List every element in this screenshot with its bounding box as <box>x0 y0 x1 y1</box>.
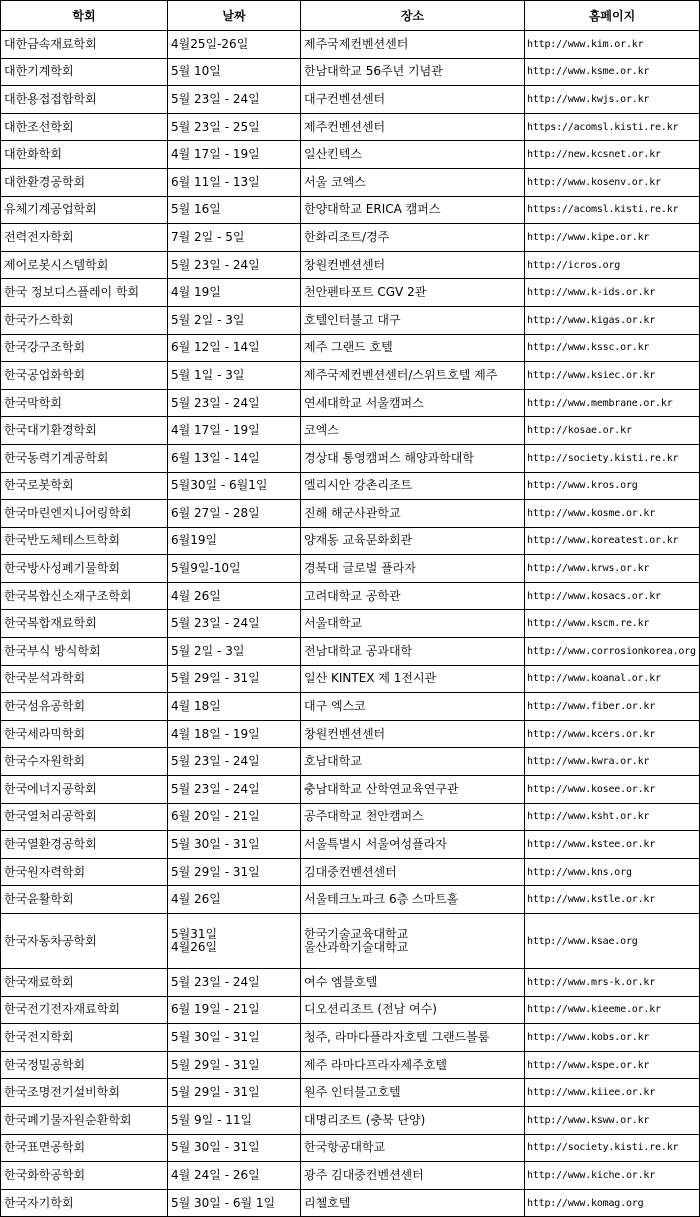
table-row <box>1 141 700 169</box>
venue-cell: 대명리조트 (충북 단양) <box>304 1112 426 1127</box>
table-row <box>1 306 700 334</box>
date-cell: 5월 29일 - 31일 <box>171 1057 260 1072</box>
date-cell: 5월 23일 - 24일 <box>171 754 260 769</box>
date-cell: 6월 12일 - 14일 <box>171 340 260 355</box>
homepage-link[interactable]: http://www.kwjs.or.kr <box>527 93 650 105</box>
society-cell: 한국표면공학회 <box>4 1140 86 1155</box>
homepage-link[interactable]: http://society.kisti.re.kr <box>527 1142 679 1154</box>
society-cell: 한국수자원학회 <box>4 754 86 769</box>
venue-cell: 제주 라마다프라자제주호텔 <box>304 1057 447 1072</box>
date-cell: 7월 2일 - 5일 <box>171 229 245 244</box>
table-row <box>1 665 700 693</box>
date-cell: 6월 19일 - 21일 <box>171 1002 260 1017</box>
table-row <box>1 914 700 969</box>
homepage-link[interactable]: http://www.kros.org <box>527 480 638 492</box>
homepage-link[interactable]: http://www.kieeme.or.kr <box>527 1004 661 1016</box>
table-row <box>1 1079 700 1107</box>
table-row <box>1 500 700 528</box>
date-cell: 6월 27일 - 28일 <box>171 505 260 520</box>
venue-cell: 창원컨벤션센터 <box>304 726 386 741</box>
table-row <box>1 1051 700 1079</box>
venue-cell: 김대중컨벤션센터 <box>304 864 397 879</box>
table-row <box>1 389 700 417</box>
venue-cell: 경북대 글로벌 플라자 <box>304 561 416 576</box>
table-row <box>1 610 700 638</box>
homepage-link[interactable]: http://www.ksww.or.kr <box>527 1114 650 1126</box>
society-cell: 한국막학회 <box>4 395 62 410</box>
society-cell: 대한조선학회 <box>4 119 74 134</box>
homepage-link[interactable]: http://new.kcsnet.or.kr <box>527 149 661 161</box>
homepage-link[interactable]: http://society.kisti.re.kr <box>527 452 679 464</box>
date-cell: 5월 9일 - 11일 <box>171 1112 253 1127</box>
date-cell: 4월 17일 - 19일 <box>171 147 260 162</box>
table-row <box>1 776 700 804</box>
homepage-link[interactable]: http://www.ksme.or.kr <box>527 66 650 78</box>
homepage-link[interactable]: http://www.kiche.or.kr <box>527 1169 656 1181</box>
homepage-link[interactable]: http://www.ksht.or.kr <box>527 811 650 823</box>
table-row <box>1 555 700 583</box>
society-cell: 한국분석과학회 <box>4 671 86 686</box>
homepage-link[interactable]: http://www.kipe.or.kr <box>527 231 650 243</box>
society-cell: 한국윤활학회 <box>4 892 74 907</box>
society-cell: 한국열환경공학회 <box>4 837 97 852</box>
venue-cell: 한화리조트/경주 <box>304 229 390 244</box>
venue-cell: 디오션리조트 (전남 여수) <box>304 1002 437 1017</box>
table-row <box>1 279 700 307</box>
society-cell: 한국강구조학회 <box>4 340 86 355</box>
homepage-link[interactable]: http://www.ksae.org <box>527 935 638 947</box>
table-row <box>1 334 700 362</box>
homepage-link[interactable]: https://acomsl.kisti.re.kr <box>527 121 679 133</box>
homepage-link[interactable]: http://www.kns.org <box>527 866 632 878</box>
venue-cell: 호텔인터불고 대구 <box>304 312 401 327</box>
society-cell: 한국조명전기설비학회 <box>4 1085 120 1100</box>
venue-cell: 서울 코엑스 <box>304 174 366 189</box>
date-cell: 5월 2일 - 3일 <box>171 312 245 327</box>
table-row <box>1 831 700 859</box>
society-cell: 한국가스학회 <box>4 312 74 327</box>
venue-cell: 리첼호텔 <box>304 1195 351 1210</box>
table-row <box>1 251 700 279</box>
date-cell: 6월19일 <box>171 533 218 548</box>
homepage-link[interactable]: http://www.corrosionkorea.org <box>527 645 696 657</box>
venue-cell: 엘리시안 강촌리조트 <box>304 478 413 493</box>
table-row <box>1 113 700 141</box>
table-row <box>1 444 700 472</box>
venue-cell: 창원컨벤션센터 <box>304 257 386 272</box>
venue-cell: 광주 김대중컨벤션센터 <box>304 1167 424 1182</box>
homepage-link[interactable]: http://www.membrane.or.kr <box>527 397 673 409</box>
date-cell: 4월 24일 - 26일 <box>171 1167 260 1182</box>
venue-cell: 대구 엑스코 <box>304 699 366 714</box>
venue-cell: 원주 인터불고호텔 <box>304 1085 401 1100</box>
date-cell: 4월 17일 - 19일 <box>171 423 260 438</box>
date-cell: 4월 26일 <box>171 892 221 907</box>
table-row <box>1 996 700 1024</box>
society-cell: 대한환경공학회 <box>4 174 86 189</box>
date-cell: 5월 29일 - 31일 <box>171 864 260 879</box>
date-cell: 5월 23일 - 24일 <box>171 974 260 989</box>
homepage-link[interactable]: https://acomsl.kisti.re.kr <box>527 204 679 216</box>
table-row <box>1 31 700 59</box>
table-row <box>1 693 700 721</box>
homepage-link[interactable]: http://www.kosee.or.kr <box>527 783 656 795</box>
society-cell: 한국동력기계공학회 <box>4 450 109 465</box>
venue-cell: 제주국제컨벤션센터 <box>304 36 409 51</box>
venue-cell: 양재동 교육문화회관 <box>304 533 413 548</box>
table-row <box>1 472 700 500</box>
date-cell: 5월 23일 - 24일 <box>171 781 260 796</box>
table-row <box>1 168 700 196</box>
homepage-link[interactable]: http://www.kstee.or.kr <box>527 839 656 851</box>
table-row <box>1 1189 700 1217</box>
date-cell: 4월 26일 <box>171 588 221 603</box>
table-row <box>1 417 700 445</box>
society-cell: 한국반도체테스트학회 <box>4 533 120 548</box>
homepage-link[interactable]: http://www.kstle.or.kr <box>527 894 656 906</box>
venue-cell: 제주국제컨벤션센터/스위트호텔 제주 <box>304 367 498 382</box>
venue-cell: 일산킨텍스 <box>304 147 362 162</box>
society-cell: 한국에너지공학회 <box>4 781 97 796</box>
homepage-link[interactable]: http://kosae.or.kr <box>527 425 632 437</box>
venue-cell: 진해 해군사관학교 <box>304 505 401 520</box>
date-cell: 5월 30일 - 31일 <box>171 1140 260 1155</box>
date-cell: 4월 18일 - 19일 <box>171 726 260 741</box>
table-row <box>1 1106 700 1134</box>
homepage-link[interactable]: http://www.kscm.re.kr <box>527 618 650 630</box>
header-row <box>1 1 700 31</box>
homepage-link[interactable]: http://www.fiber.or.kr <box>527 701 656 713</box>
venue-cell: 한남대학교 56주년 기념관 <box>304 64 443 79</box>
society-cell: 한국전기전자재료학회 <box>4 1002 120 1017</box>
venue-cell: 서울테크노파크 6층 스마트홀 <box>304 892 459 907</box>
society-cell: 제어로봇시스템학회 <box>4 257 109 272</box>
date-cell: 5월 10일 <box>171 64 221 79</box>
homepage-link[interactable]: http://www.komag.org <box>527 1197 644 1209</box>
homepage-link[interactable]: http://www.krws.or.kr <box>527 563 650 575</box>
table-row <box>1 58 700 86</box>
homepage-link[interactable]: http://www.kosacs.or.kr <box>527 590 661 602</box>
society-cell: 한국방사성폐기물학회 <box>4 561 120 576</box>
society-cell: 한국로봇학회 <box>4 478 74 493</box>
society-cell: 한국세라믹학회 <box>4 726 86 741</box>
venue-cell: 한국항공대학교 <box>304 1140 386 1155</box>
date-cell: 5월 1일 - 3일 <box>171 367 245 382</box>
homepage-link[interactable]: http://www.kcers.or.kr <box>527 728 656 740</box>
homepage-link[interactable]: http://www.kwra.or.kr <box>527 756 650 768</box>
date-cell: 4월 19일 <box>171 285 221 300</box>
table-row <box>1 582 700 610</box>
date-cell: 6월 11일 - 13일 <box>171 174 260 189</box>
society-cell: 대한용접접합학회 <box>4 91 97 106</box>
table-row <box>1 362 700 390</box>
society-cell: 한국재료학회 <box>4 974 74 989</box>
table-row <box>1 1134 700 1162</box>
date-cell: 5월 30일 - 31일 <box>171 1029 260 1044</box>
date-cell: 5월 23일 - 25일 <box>171 119 260 134</box>
table-row <box>1 196 700 224</box>
date-cell: 5월 29일 - 31일 <box>171 1085 260 1100</box>
venue-cell: 고려대학교 공학관 <box>304 588 401 603</box>
date-cell: 5월 29일 - 31일 <box>171 671 260 686</box>
society-cell: 한국섬유공학회 <box>4 699 86 714</box>
date-cell: 5월 30일 - 6월 1일 <box>171 1195 276 1210</box>
venue-cell: 충남대학교 산학연교육연구관 <box>304 781 459 796</box>
venue-cell: 한국기술교육대학교 울산과학기술대학교 <box>304 927 409 954</box>
table-row <box>1 638 700 666</box>
society-cell: 한국자기학회 <box>4 1195 74 1210</box>
venue-cell: 호남대학교 <box>304 754 362 769</box>
date-cell: 5월 16일 <box>171 202 221 217</box>
venue-cell: 청주, 라마다플라자호텔 그랜드볼룸 <box>304 1029 490 1044</box>
venue-cell: 코엑스 <box>304 423 339 438</box>
homepage-link[interactable]: http://icros.org <box>527 259 621 271</box>
table-row <box>1 224 700 252</box>
table-row <box>1 1162 700 1190</box>
date-cell: 6월 13일 - 14일 <box>171 450 260 465</box>
date-cell: 5월 30일 - 31일 <box>171 837 260 852</box>
date-cell: 5월 2일 - 3일 <box>171 643 245 658</box>
table-row <box>1 858 700 886</box>
society-cell: 한국 정보디스플레이 학회 <box>4 285 140 300</box>
venue-cell: 한양대학교 ERICA 캠퍼스 <box>304 202 441 217</box>
venue-cell: 제주컨벤션센터 <box>304 119 386 134</box>
table-row <box>1 886 700 914</box>
header-homepage: 홈페이지 <box>525 1 700 31</box>
society-cell: 한국자동차공학회 <box>4 933 97 948</box>
society-cell: 한국원자력학회 <box>4 864 86 879</box>
table-row <box>1 748 700 776</box>
table-row <box>1 969 700 997</box>
society-cell: 대한금속재료학회 <box>4 36 97 51</box>
homepage-link[interactable]: http://www.kim.or.kr <box>527 38 644 50</box>
homepage-link[interactable]: http://www.k-ids.or.kr <box>527 287 656 299</box>
venue-cell: 천안펜타포트 CGV 2관 <box>304 285 427 300</box>
homepage-link[interactable]: http://www.kosenv.or.kr <box>527 176 661 188</box>
venue-cell: 일산 KINTEX 제 1전시관 <box>304 671 437 686</box>
table-row <box>1 86 700 114</box>
venue-cell: 대구컨벤션센터 <box>304 91 386 106</box>
venue-cell: 제주 그랜드 호텔 <box>304 340 393 355</box>
date-cell: 5월31일 4월26일 <box>171 927 218 954</box>
date-cell: 5월 23일 - 24일 <box>171 395 260 410</box>
society-cell: 한국부식 방식학회 <box>4 643 101 658</box>
society-cell: 한국복합신소재구조학회 <box>4 588 132 603</box>
homepage-link[interactable]: http://www.kosme.or.kr <box>527 507 656 519</box>
table-row <box>1 527 700 555</box>
society-cell: 한국열처리공학회 <box>4 809 97 824</box>
homepage-link[interactable]: http://www.ksiec.or.kr <box>527 369 656 381</box>
date-cell: 5월9일-10일 <box>171 561 241 576</box>
table-row <box>1 803 700 831</box>
date-cell: 5월 23일 - 24일 <box>171 91 260 106</box>
venue-cell: 공주대학교 천안캠퍼스 <box>304 809 424 824</box>
homepage-link[interactable]: http://www.koanal.or.kr <box>527 673 661 685</box>
header-venue: 장소 <box>301 1 525 31</box>
header-date: 날짜 <box>168 1 301 31</box>
homepage-link[interactable]: http://www.mrs-k.or.kr <box>527 976 656 988</box>
venue-cell: 전남대학교 공과대학 <box>304 643 413 658</box>
homepage-link[interactable]: http://www.kigas.or.kr <box>527 314 656 326</box>
homepage-link[interactable]: http://www.koreatest.or.kr <box>527 535 679 547</box>
society-cell: 유체기계공업학회 <box>4 202 97 217</box>
date-cell: 4월25일-26일 <box>171 36 249 51</box>
society-cell: 한국마린엔지니어링학회 <box>4 505 132 520</box>
venue-cell: 여수 엠블호텔 <box>304 974 378 989</box>
date-cell: 4월 18일 <box>171 699 221 714</box>
society-cell: 한국대기환경학회 <box>4 423 97 438</box>
society-cell: 한국정밀공학회 <box>4 1057 86 1072</box>
date-cell: 5월 23일 - 24일 <box>171 257 260 272</box>
homepage-link[interactable]: http://www.kiiee.or.kr <box>527 1087 656 1099</box>
society-cell: 대한기계학회 <box>4 64 74 79</box>
date-cell: 5월 23일 - 24일 <box>171 616 260 631</box>
header-society: 학회 <box>1 1 168 31</box>
venue-cell: 서울대학교 <box>304 616 362 631</box>
society-cell: 대한화학회 <box>4 147 62 162</box>
society-cell: 전력전자학회 <box>4 229 74 244</box>
homepage-link[interactable]: http://www.kobs.or.kr <box>527 1031 650 1043</box>
date-cell: 6월 20일 - 21일 <box>171 809 260 824</box>
venue-cell: 연세대학교 서울캠퍼스 <box>304 395 424 410</box>
homepage-link[interactable]: http://www.kspe.or.kr <box>527 1059 650 1071</box>
venue-cell: 서울특별시 서울여성플라자 <box>304 837 447 852</box>
society-cell: 한국공업화학회 <box>4 367 86 382</box>
society-cell: 한국폐기물자원순환학회 <box>4 1112 132 1127</box>
society-cell: 한국전지학회 <box>4 1029 74 1044</box>
society-cell: 한국복합재료학회 <box>4 616 97 631</box>
society-cell: 한국화학공학회 <box>4 1167 86 1182</box>
table-row <box>1 1024 700 1052</box>
date-cell: 5월30일 - 6월1일 <box>171 478 268 493</box>
table-row <box>1 720 700 748</box>
homepage-link[interactable]: http://www.kssc.or.kr <box>527 342 650 354</box>
venue-cell: 경상대 통영캠퍼스 해양과학대학 <box>304 450 474 465</box>
